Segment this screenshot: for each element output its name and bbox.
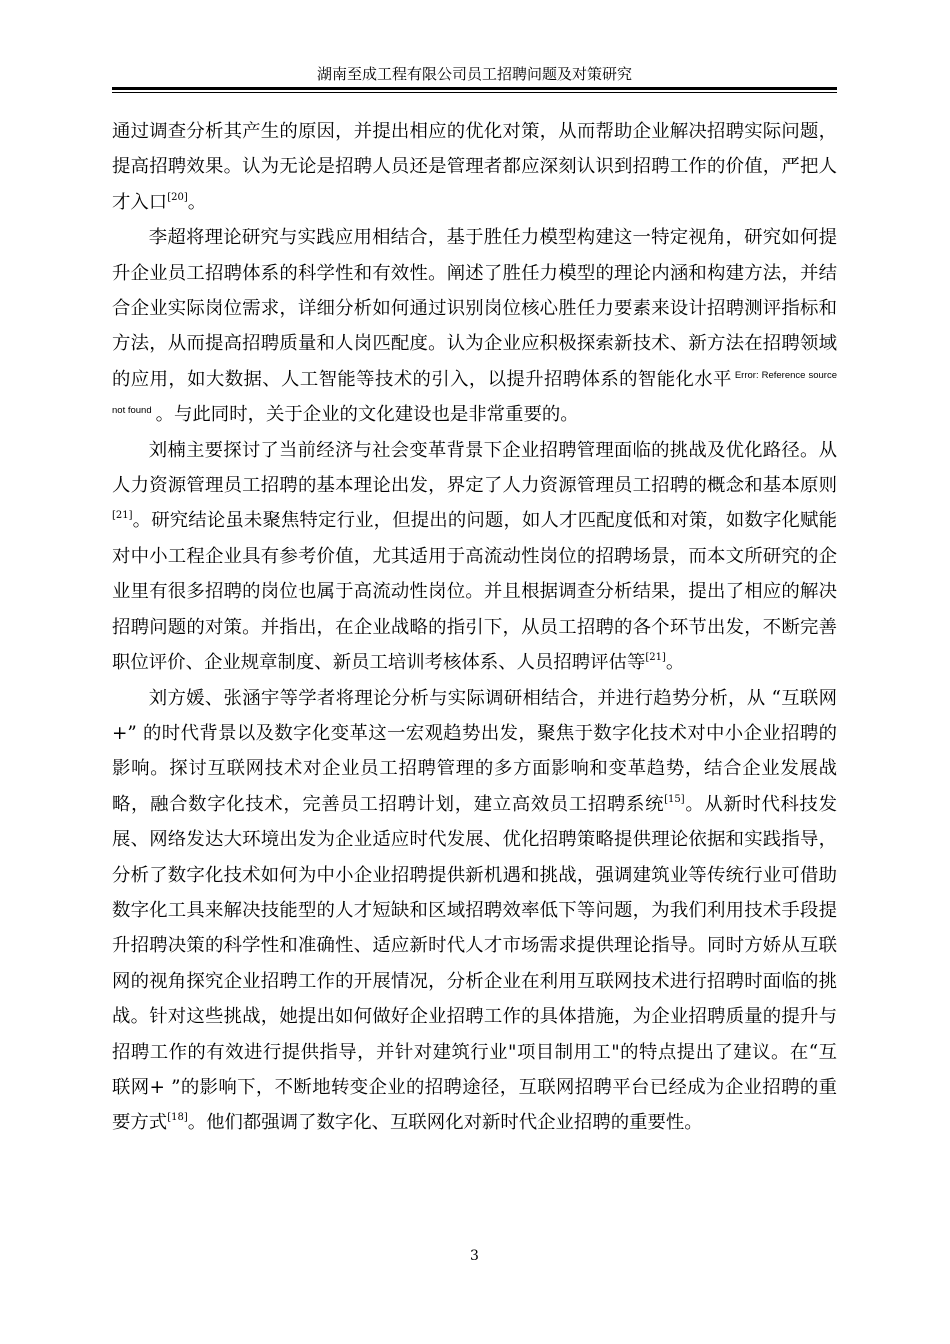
paragraph-li-chao	[112, 220, 837, 432]
paragraph-continued	[112, 114, 837, 220]
header-rule-thin	[112, 92, 837, 93]
paragraph-text: 。	[665, 652, 685, 674]
citation-superscript: [20]	[167, 191, 188, 203]
paragraph-text: 刘楠主要探讨了当前经济与社会变革背景下企业招聘管理面临的挑战及优化路径。从人力资源管理员工招聘的基本理论出发，界定了人力资源管理员工招聘的概念和基本原则	[112, 439, 837, 497]
paragraph-liu-nan	[112, 433, 837, 681]
paragraph-text: 。与此同时，关于企业的文化建设也是非常重要的。	[155, 404, 579, 426]
paragraph-text: 通过调查分析其产生的原因，并提出相应的优化对策，从而帮助企业解决招聘实际问题，提高招聘效果。认为无论是招聘人员还是管理者都应深刻认识到招聘工作的价值，严把人才入口	[112, 121, 837, 213]
running-header: 湖南至成工程有限公司员工招聘问题及对策研究	[316, 65, 632, 83]
paragraph-text: 。他们都强调了数字化、互联网化对新时代企业招聘的重要性。	[187, 1112, 703, 1134]
reference-error-note: Error: Reference source not found	[112, 369, 837, 417]
body-text	[112, 114, 837, 1141]
paragraph-text: 。从新时代科技发展、网络发达大环境出发为企业适应时代发展、优化招聘策略提供理论依据和实践指导，分析了数字化技术如何为中小企业招聘提供新机遇和挑战，强调建筑业等传统行业可借助数字化工具来解决技能型的人才短缺和区域招聘效率低下等问题，为我们利用技术手段提升招聘决策的科学性和准确性、适应新时代人才市场需求提供理论指导。同时方娇从互联网的视角探究企业招聘工作的开展情况，分析企业在利用互联网技术进行招聘时面临的挑战。针对这些挑战，她提出如何做好企业招聘工作的具体措施，为企业招聘质量的提升与招聘工作的有效进行提供指导，并针对建筑行业"项目制用工"的特点提出了建议。在“互联网+ ”的影响下，不断地转变企业的招聘途径，互联网招聘平台已经成为企业招聘的重要方式	[112, 793, 837, 1134]
paragraph-text: 刘方媛、张涵宇等学者将理论分析与实际调研相结合，并进行趋势分析，从 “互联网 +” 的时代背景以及数字化变革这一宏观趋势出发，聚焦于数字化技术对中小企业招聘的影响。探讨互联网技术对企业员工招聘管理的多方面影响和变革趋势，结合企业发展战略，融合数字化技术，完善员工招聘计划，建立高效员工招聘系统	[112, 687, 837, 815]
header-rule-thick	[112, 87, 837, 90]
citation-superscript: [21]	[112, 510, 133, 522]
paragraph-liu-fangyuan	[112, 681, 837, 1141]
citation-superscript: [21]	[645, 652, 666, 664]
citation-superscript: [18]	[167, 1112, 188, 1124]
paragraph-text: 。	[187, 191, 207, 213]
paragraph-text: 。研究结论虽未聚焦特定行业，但提出的问题，如人才匹配度低和对策，如数字化赋能对中小工程企业具有参考价值，尤其适用于高流动性岗位的招聘场景，而本文所研究的企业里有很多招聘的岗位也属于高流动性岗位。并且根据调查分析结果，提出了相应的解决招聘问题的对策。并指出，在企业战略的指引下，从员工招聘的各个环节出发，不断完善职位评价、企业规章制度、新员工培训考核体系、人员招聘评估等	[112, 510, 837, 674]
paragraph-text: 李超将理论研究与实践应用相结合，基于胜任力模型构建这一特定视角，研究如何提升企业员工招聘体系的科学性和有效性。阐述了胜任力模型的理论内涵和构建方法，并结合企业实际岗位需求，详细分析如何通过识别岗位核心胜任力要素来设计招聘测评指标和方法，从而提高招聘质量和人岗匹配度。认为企业应积极探索新技术、新方法在招聘领域的应用，如大数据、人工智能等技术的引入，以提升招聘体系的智能化水平	[112, 227, 837, 390]
citation-superscript: [15]	[664, 793, 685, 805]
page-number: 3	[470, 1248, 479, 1264]
